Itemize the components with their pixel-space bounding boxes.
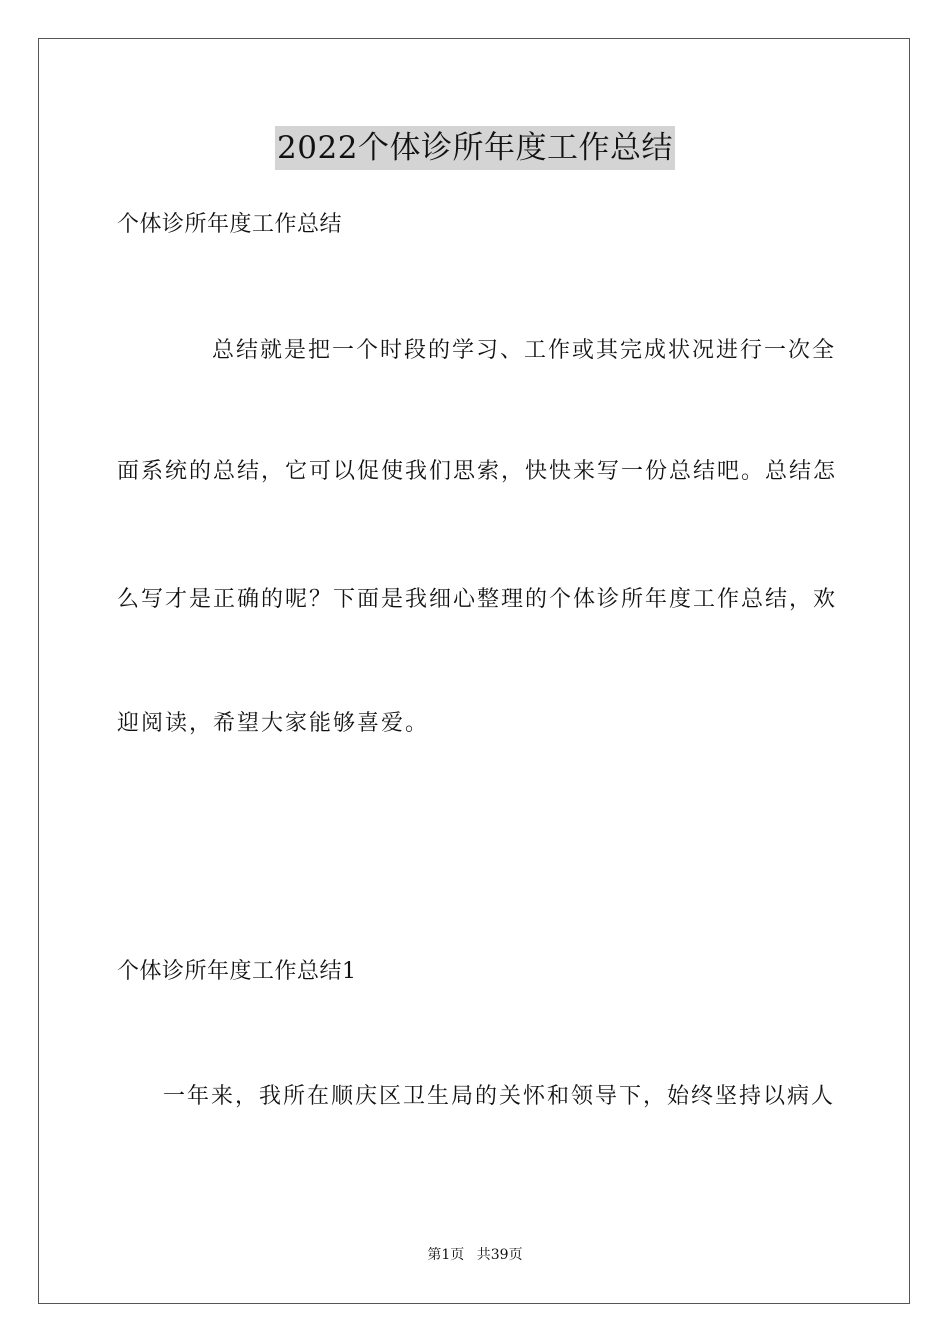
page-number: 第1页	[427, 1247, 465, 1263]
page-footer	[0, 1245, 950, 1265]
document-subtitle: 个体诊所年度工作总结	[117, 212, 343, 237]
intro-line-3: 么写才是正确的呢？下面是我细心整理的个体诊所年度工作总结，欢	[117, 587, 838, 612]
document-title: 2022个体诊所年度工作总结	[275, 126, 675, 170]
title-container	[0, 126, 950, 170]
section-heading: 个体诊所年度工作总结1	[117, 959, 357, 984]
intro-line-4: 迎阅读，希望大家能够喜爱。	[117, 711, 430, 736]
page-total: 共39页	[476, 1247, 523, 1263]
intro-line-2: 面系统的总结，它可以促使我们思索，快快来写一份总结吧。总结怎	[117, 459, 838, 484]
section-paragraph-line-1: 一年来，我所在顺庆区卫生局的关怀和领导下，始终坚持以病人	[163, 1084, 836, 1109]
intro-line-1: 总结就是把一个时段的学习、工作或其完成状况进行一次全	[212, 338, 837, 363]
